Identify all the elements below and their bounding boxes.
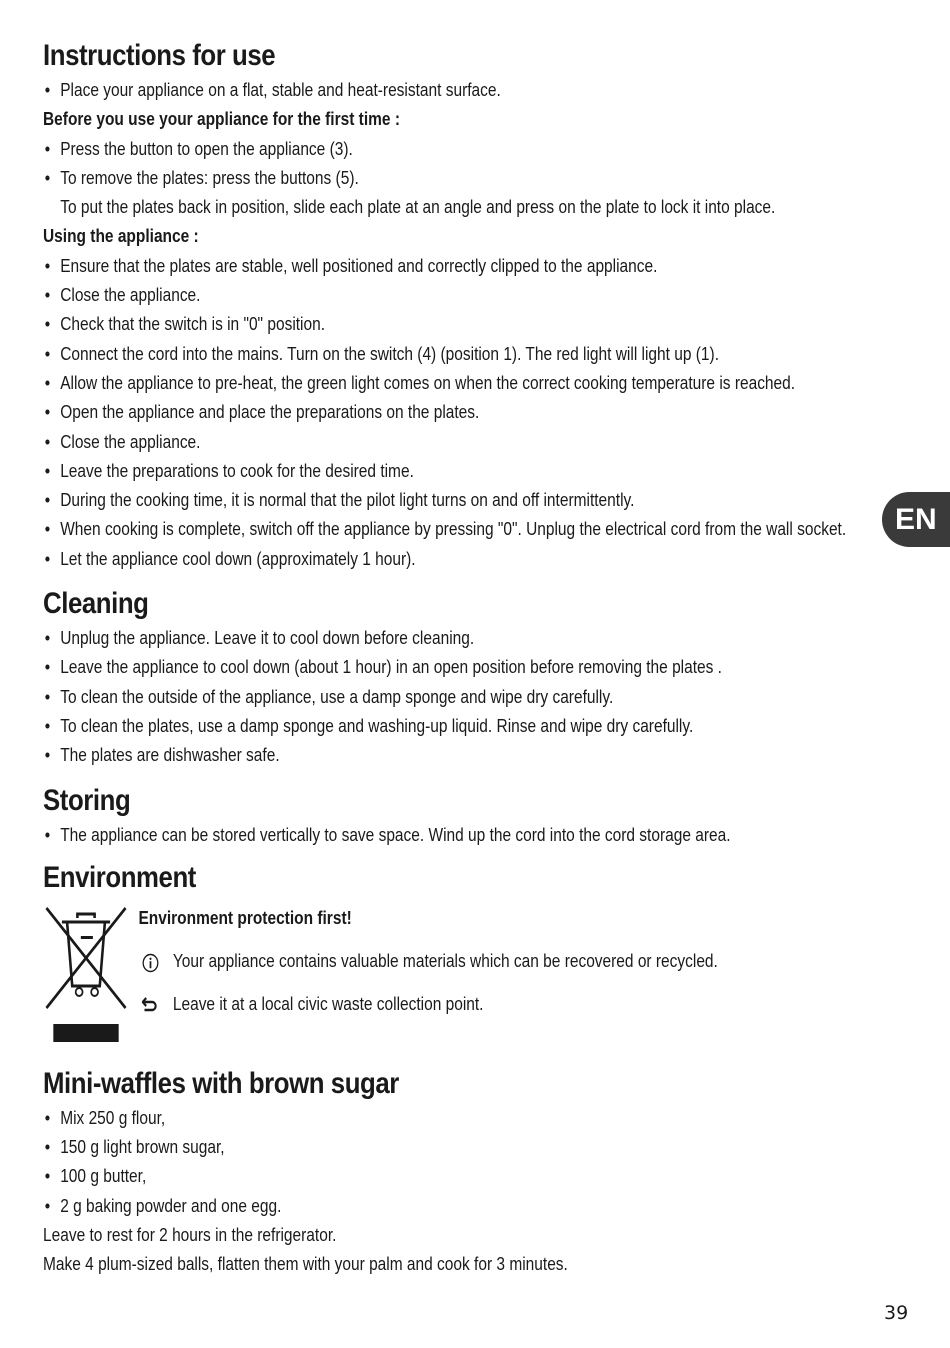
environment-action-text: Leave it at a local civic waste collection point. bbox=[172, 994, 484, 1015]
list-item: • The appliance can be stored vertically to save space. Wind up the cord into the cord storage area. bbox=[43, 821, 873, 850]
list-item: • Let the appliance cool down (approximately 1 hour). bbox=[43, 545, 873, 574]
section-title-environment: Environment bbox=[43, 860, 196, 894]
section-title-storing: Storing bbox=[43, 783, 131, 817]
recipe-ingredients-list bbox=[43, 1104, 873, 1221]
first-time-continuation: To put the plates back in position, slide each plate at an angle and press on the plate to lock it into place. bbox=[60, 197, 776, 218]
list-item: • To remove the plates: press the buttons (5). bbox=[43, 164, 873, 193]
info-icon bbox=[142, 953, 159, 973]
list-item: • Close the appliance. bbox=[43, 428, 873, 457]
list-item: • To clean the plates, use a damp sponge and washing-up liquid. Rinse and wipe dry carefully. bbox=[43, 712, 873, 741]
section-title-recipe: Mini-waffles with brown sugar bbox=[43, 1066, 399, 1100]
list-item: • 100 g butter, bbox=[43, 1162, 873, 1191]
storing-list bbox=[43, 821, 873, 850]
section-title-instructions: Instructions for use bbox=[43, 39, 276, 72]
manual-page bbox=[43, 36, 873, 1280]
section-title-cleaning: Cleaning bbox=[43, 587, 149, 621]
list-item: • When cooking is complete, switch off the appliance by pressing "0". Unplug the electrical cord from the wall socket. bbox=[43, 515, 856, 544]
list-item: • Press the button to open the appliance (3). bbox=[43, 135, 873, 164]
list-item: • Leave the appliance to cool down (about 1 hour) in an open position before removing the plates . bbox=[43, 653, 873, 682]
list-item: • Leave the preparations to cook for the desired time. bbox=[43, 457, 873, 486]
environment-info-line bbox=[138, 947, 826, 976]
list-item: • Close the appliance. bbox=[43, 281, 873, 310]
environment-block bbox=[43, 904, 873, 1054]
list-item: • 2 g baking powder and one egg. bbox=[43, 1192, 873, 1221]
list-item: • The plates are dishwasher safe. bbox=[43, 741, 873, 770]
page-number: 39 bbox=[884, 1302, 909, 1324]
subheading-first-time: Before you use your appliance for the first time : bbox=[43, 109, 400, 130]
list-item: • Place your appliance on a flat, stable and heat-resistant surface. bbox=[43, 76, 873, 105]
arrow-icon bbox=[142, 996, 159, 1016]
environment-info-text: Your appliance contains valuable materials which can be recovered or recycled. bbox=[172, 951, 718, 972]
subheading-using: Using the appliance : bbox=[43, 226, 199, 247]
list-item: • 150 g light brown sugar, bbox=[43, 1133, 873, 1162]
instructions-intro-list bbox=[43, 76, 873, 105]
crossed-bin-icon bbox=[43, 904, 129, 1044]
cleaning-list bbox=[43, 624, 873, 770]
list-item: • Ensure that the plates are stable, well positioned and correctly clipped to the appliance. bbox=[43, 252, 873, 281]
recipe-step: Leave to rest for 2 hours in the refrigerator. bbox=[43, 1225, 337, 1246]
recipe-step: Make 4 plum-sized balls, flatten them with your palm and cook for 3 minutes. bbox=[43, 1254, 568, 1275]
list-item: • Connect the cord into the mains. Turn on the switch (4) (position 1). The red light will light up (1). bbox=[43, 340, 873, 369]
list-item: • Unplug the appliance. Leave it to cool down before cleaning. bbox=[43, 624, 873, 653]
list-item: • Allow the appliance to pre-heat, the green light comes on when the correct cooking temperature is reached. bbox=[43, 369, 873, 398]
first-time-list bbox=[43, 135, 873, 194]
environment-text bbox=[138, 904, 826, 1034]
using-list bbox=[43, 252, 873, 574]
list-item: • Check that the switch is in "0" position. bbox=[43, 310, 873, 339]
language-tab: EN bbox=[882, 492, 950, 547]
list-item: • To clean the outside of the appliance, use a damp sponge and wipe dry carefully. bbox=[43, 683, 873, 712]
list-item: • Open the appliance and place the preparations on the plates. bbox=[43, 398, 873, 427]
environment-subtitle: Environment protection first! bbox=[138, 907, 352, 928]
list-item: • During the cooking time, it is normal that the pilot light turns on and off intermittently. bbox=[43, 486, 873, 515]
environment-action-line bbox=[138, 990, 826, 1019]
list-item: • Mix 250 g flour, bbox=[43, 1104, 873, 1133]
